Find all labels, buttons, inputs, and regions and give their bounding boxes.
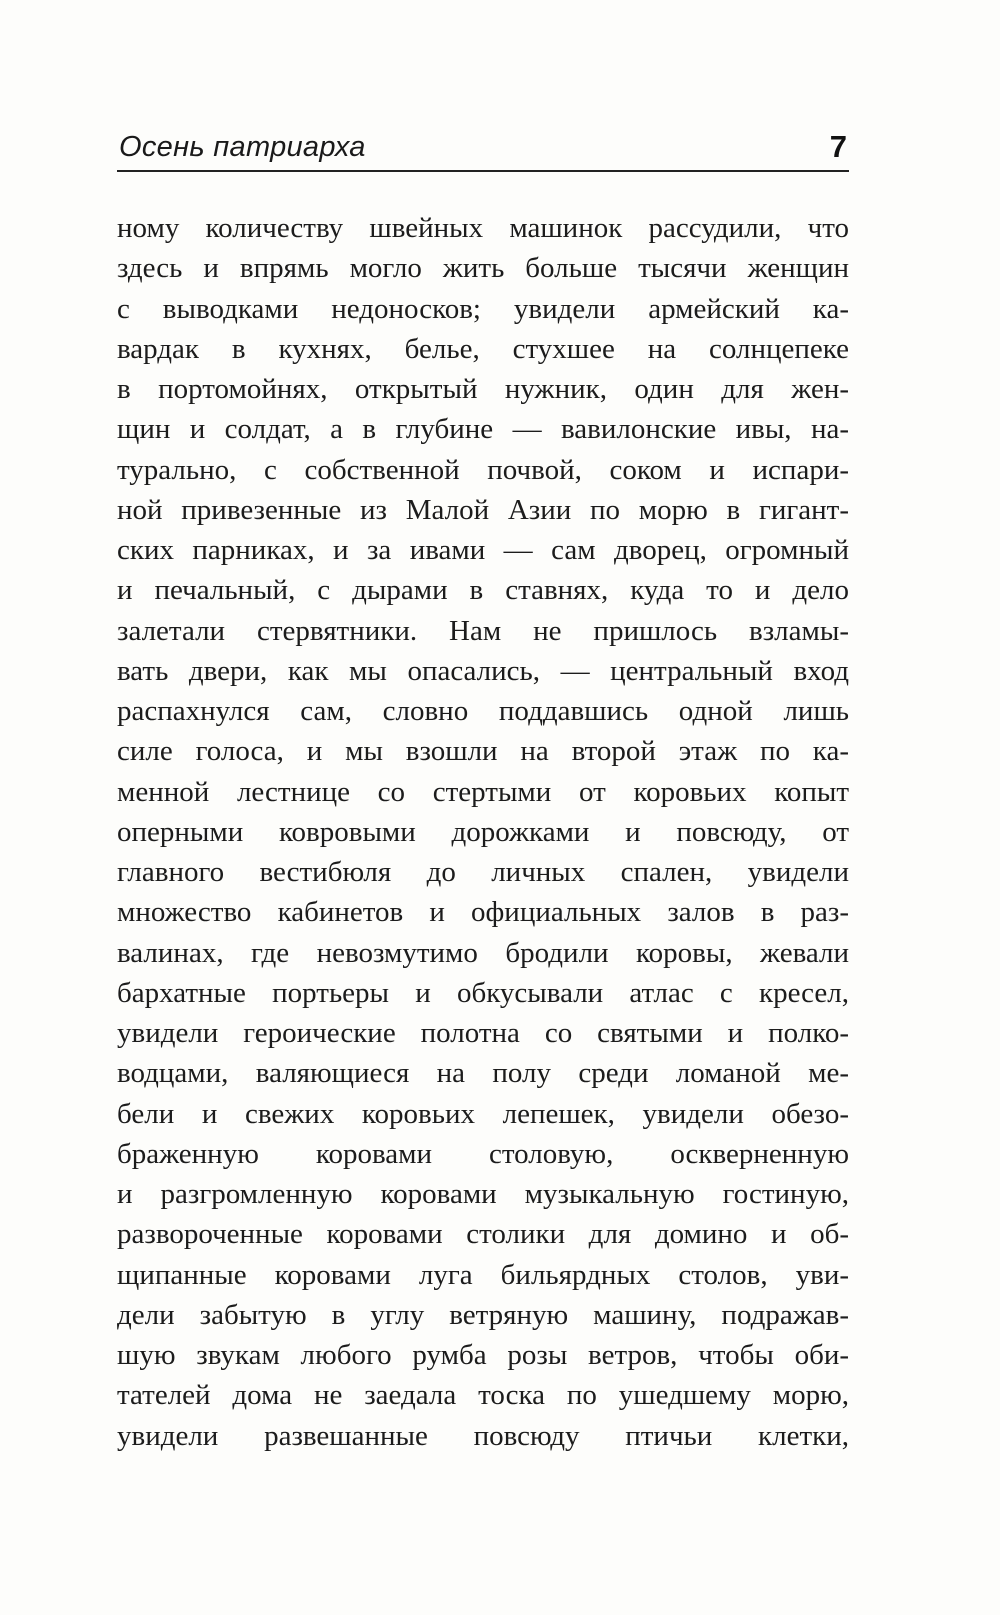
text-line: шую звукам любого румба розы ветров, чтобы оби- bbox=[117, 1339, 849, 1371]
text-line: ному количеству швейных машинок рассудили, что bbox=[117, 212, 849, 244]
text-line: ских парниках, и за ивами — сам дворец, огромный bbox=[117, 534, 849, 566]
text-line: валинах, где невозмутимо бродили коровы, жевали bbox=[117, 936, 849, 969]
text-line: множество кабинетов и официальных залов в раз- bbox=[117, 896, 849, 929]
text-line: оперными ковровыми дорожками и повсюду, от bbox=[117, 815, 849, 848]
text-line: дели забытую в углу ветряную машину, подражав- bbox=[117, 1298, 849, 1331]
page-number: 7 bbox=[829, 129, 847, 164]
text-line: водцами, валяющиеся на полу среди ломаной ме- bbox=[117, 1057, 849, 1090]
text-line: залетали стервятники. Нам не пришлось взламы- bbox=[117, 614, 849, 647]
text-line: и печальный, с дырами в ставнях, куда то и дело bbox=[117, 574, 849, 607]
running-header bbox=[117, 124, 849, 172]
text-line: щин и солдат, а в глубине — вавилонские ивы, на- bbox=[117, 413, 849, 446]
text-line: турально, с собственной почвой, соком и испари- bbox=[117, 453, 849, 486]
text-line: щипанные коровами луга бильярдных столов, уви- bbox=[117, 1258, 849, 1291]
text-line: увидели героические полотна со святыми и полко- bbox=[117, 1017, 849, 1049]
text-line: и разгромленную коровами музыкальную гостиную, bbox=[117, 1178, 849, 1210]
text-line: тателей дома не заедала тоска по ушедшему морю, bbox=[117, 1379, 849, 1412]
text-line: в портомойнях, открытый нужник, один для жен- bbox=[117, 373, 849, 405]
body-text bbox=[117, 208, 849, 1456]
text-line: бархатные портьеры и обкусывали атлас с кресел, bbox=[117, 976, 849, 1009]
text-line: увидели развешанные повсюду птичьи клетки, bbox=[117, 1419, 849, 1452]
text-line: ной привезенные из Малой Азии по морю в гигант- bbox=[117, 493, 849, 526]
text-line: главного вестибюля до личных спален, увидели bbox=[117, 856, 849, 888]
text-line: бели и свежих коровьих лепешек, увидели обезо- bbox=[117, 1097, 849, 1130]
text-line: здесь и впрямь могло жить больше тысячи женщин bbox=[117, 252, 849, 285]
text-line: вать двери, как мы опасались, — центральный вход bbox=[117, 654, 849, 687]
text-line: силе голоса, и мы взошли на второй этаж по ка- bbox=[117, 735, 849, 768]
text-line: браженную коровами столовую, оскверненную bbox=[117, 1137, 849, 1170]
text-line: менной лестнице со стертыми от коровьих копыт bbox=[117, 775, 849, 808]
text-line: распахнулся сам, словно поддавшись одной лишь bbox=[117, 695, 849, 727]
text-line: развороченные коровами столики для домино и об- bbox=[117, 1218, 849, 1251]
text-line: вардак в кухнях, белье, стухшее на солнцепеке bbox=[117, 332, 849, 365]
book-title: Осень патриарха bbox=[119, 131, 366, 163]
text-line: с выводками недоносков; увидели армейский ка- bbox=[117, 292, 849, 325]
